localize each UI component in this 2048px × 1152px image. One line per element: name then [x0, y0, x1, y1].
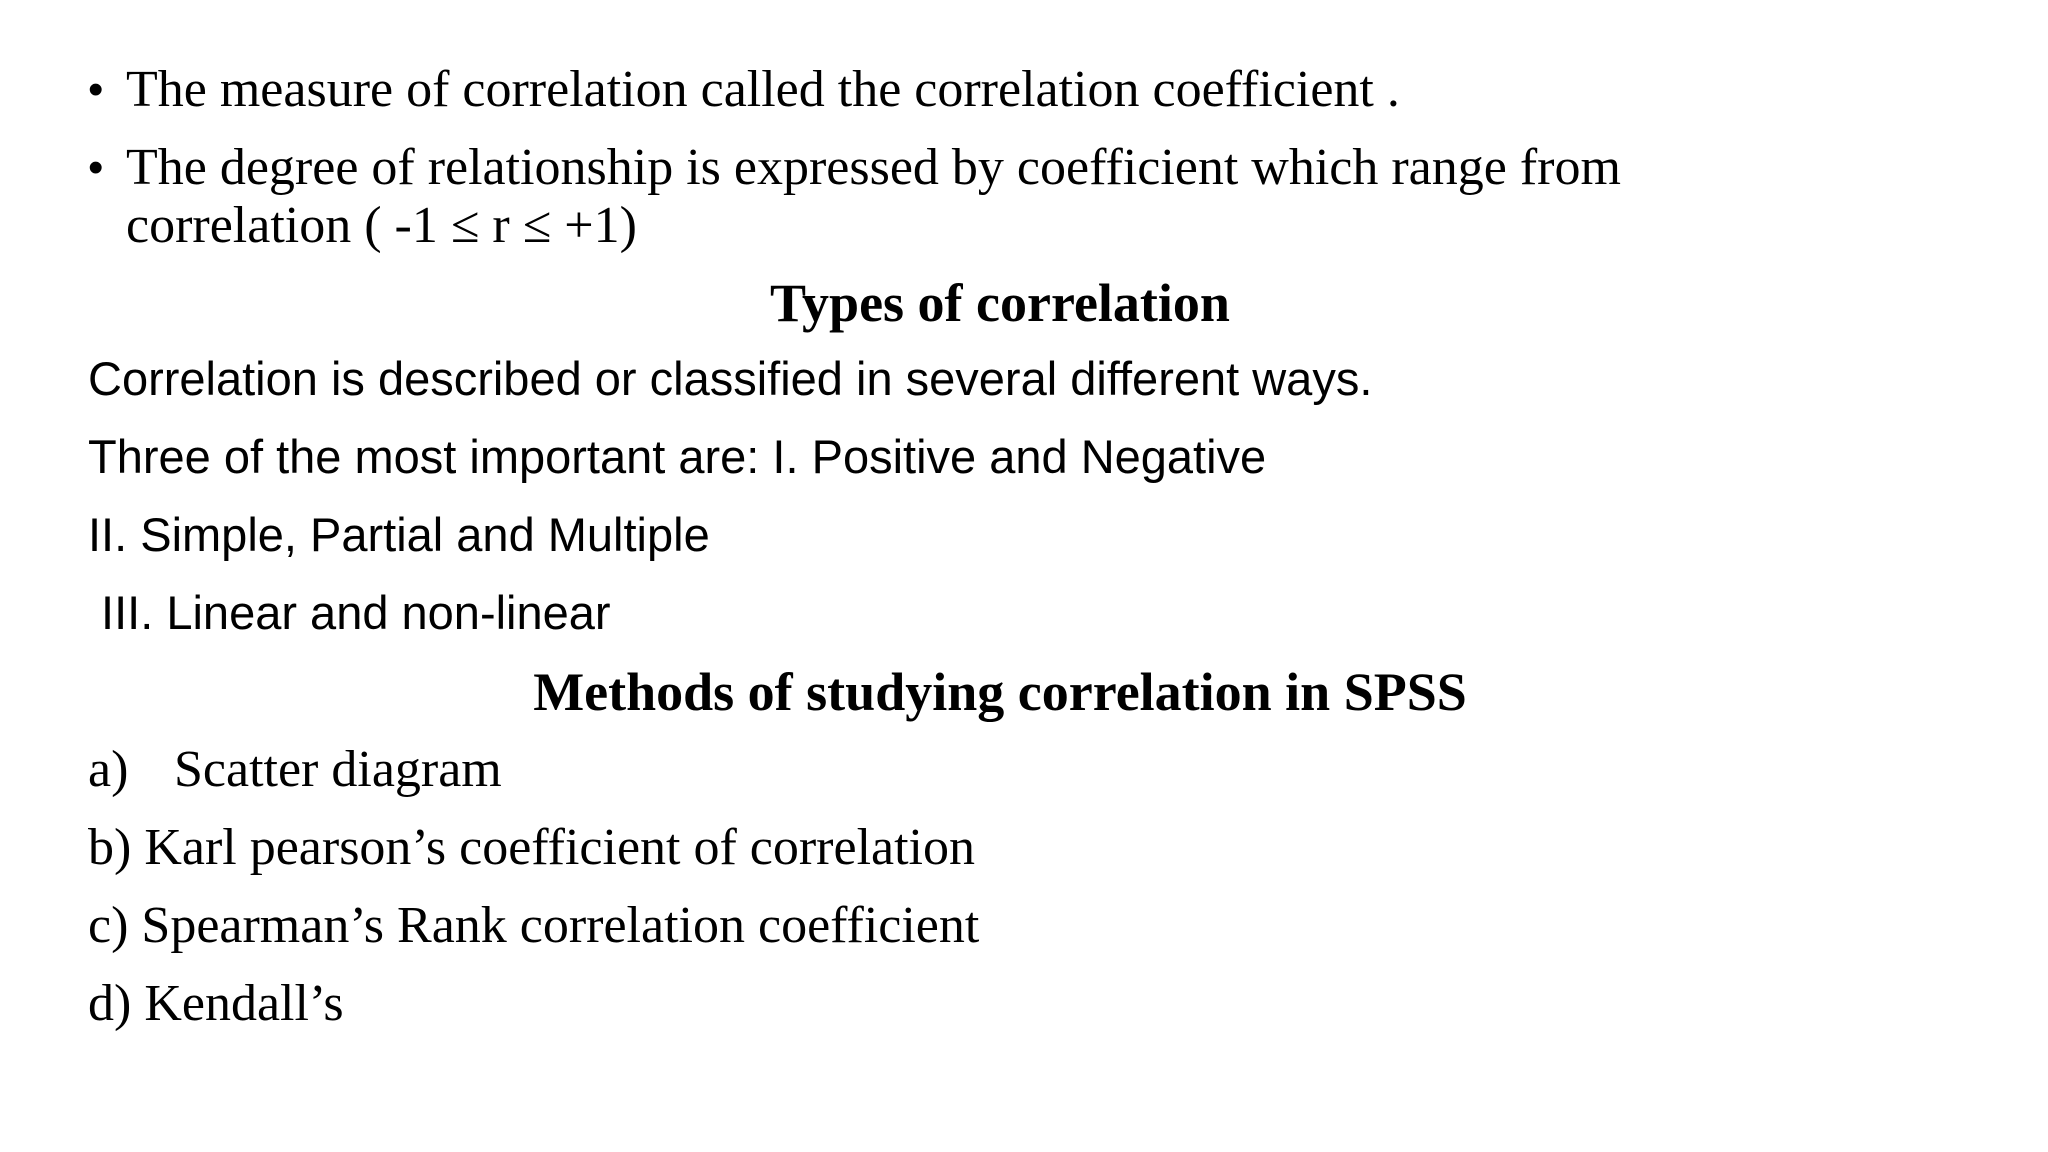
method-item-b: b) Karl pearson’s coefficient of correlation	[88, 819, 975, 876]
method-item-d: d) Kendall’s	[88, 975, 344, 1032]
types-line-4: III. Linear and non-linear	[88, 586, 611, 639]
bullet-dot-2: •	[88, 143, 104, 192]
method-item-a-text: Scatter diagram	[174, 741, 502, 798]
types-line-3: II. Simple, Partial and Multiple	[88, 508, 710, 561]
bullet-dot-1: •	[88, 65, 104, 114]
method-item-c: c) Spearman’s Rank correlation coefficient	[88, 897, 980, 954]
types-line-1: Correlation is described or classified in several different ways.	[88, 352, 1373, 405]
bullet-2-line-1: The degree of relationship is expressed by coefficient which range from	[126, 139, 1621, 196]
methods-heading: Methods of studying correlation in SPSS	[533, 662, 1467, 722]
method-item-a	[88, 741, 502, 798]
bullet-2-line-2: correlation ( -1 ≤ r ≤ +1)	[126, 197, 637, 254]
method-item-a-label: a)	[88, 741, 129, 798]
types-heading: Types of correlation	[770, 273, 1230, 333]
bullet-1-line-1: The measure of correlation called the correlation coefficient .	[126, 61, 1400, 118]
types-line-2: Three of the most important are: I. Positive and Negative	[88, 430, 1267, 483]
